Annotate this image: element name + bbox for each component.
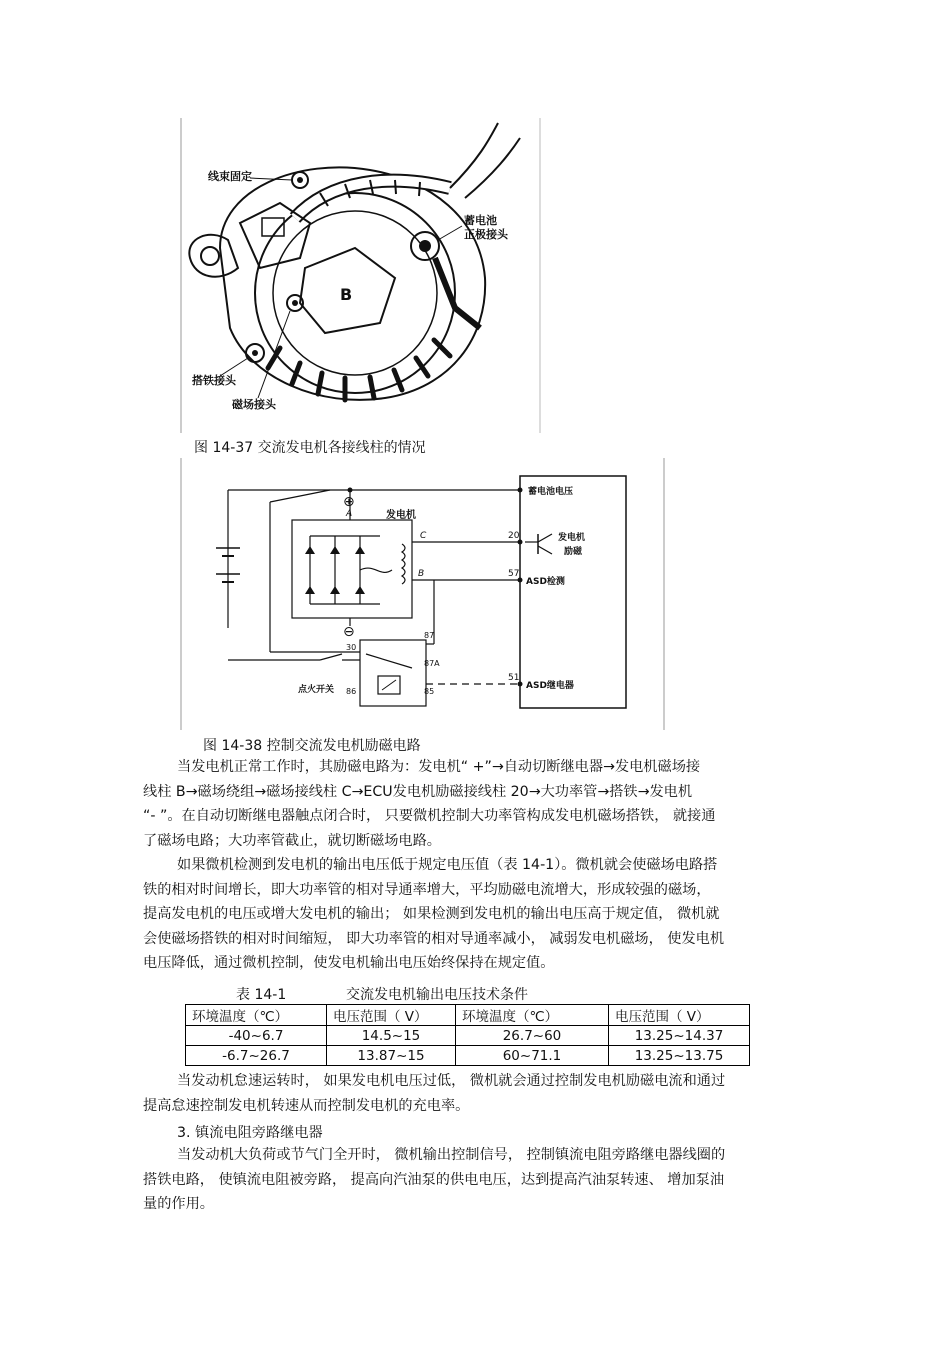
pin-30-label: 30 xyxy=(346,643,357,652)
para2-line4: 会使磁场搭铁的相对时间缩短， 即大功率管的相对导通率减小， 减弱发电机磁场， 使发电机 xyxy=(143,930,725,947)
pin-86-label: 86 xyxy=(346,687,357,696)
table-cell: -40~6.7 xyxy=(186,1026,327,1046)
table-title: 交流发电机输出电压技术条件 xyxy=(346,987,528,1003)
pin-57-label: 57 xyxy=(508,569,520,579)
paragraph-voltage-control xyxy=(143,853,808,976)
para1-line2: 线柱 B→磁场绕组→磁场接线柱 C→ECU发电机励磁接线柱 20→大功率管→搭铁→发电机 xyxy=(143,783,693,800)
terminal-a-label: A xyxy=(346,509,353,519)
section3-line1: 当发动机大负荷或节气门全开时， 微机输出控制信号， 控制镇流电阻旁路继电器线圈的 xyxy=(177,1147,726,1163)
table-row xyxy=(186,1046,750,1066)
para2-line2: 铁的相对时间增长，即大功率管的相对导通率增大，平均励磁电流增大，形成较强的磁场， xyxy=(143,881,711,898)
pin-87a-label: 87A xyxy=(424,659,440,668)
pin-87-label: 87 xyxy=(424,631,435,640)
table-caption xyxy=(236,984,528,1004)
pin-20-label: 20 xyxy=(508,531,520,541)
para1-line1: 当发电机正常工作时，其励磁电路为：发电机“ +”→自动切断继电器→发电机磁场接 xyxy=(177,759,701,775)
para3-line1: 当发动机怠速运转时， 如果发电机电压过低， 微机就会通过控制发电机励磁电流和通过 xyxy=(177,1073,726,1089)
asd-detect-label: ASD检测 xyxy=(526,577,565,587)
gen-excite-label-1: 发电机 xyxy=(558,533,586,543)
figure-alternator xyxy=(180,118,542,433)
circuit-diagram xyxy=(180,458,666,730)
table-cell: -6.7~26.7 xyxy=(186,1046,327,1066)
paragraph-excitation-circuit xyxy=(143,755,808,853)
label-harness: 线束固定 xyxy=(208,170,252,183)
para2-line3: 提高发电机的电压或增大发电机的输出； 如果检测到发电机的输出电压高于规定值， 微机就 xyxy=(143,906,720,922)
table-cell: 26.7~60 xyxy=(456,1026,609,1046)
ignition-switch-label: 点火开关 xyxy=(298,685,335,695)
figure-circuit xyxy=(180,458,666,730)
pin-85-label: 85 xyxy=(424,687,435,696)
table-header-row xyxy=(186,1005,750,1026)
asd-relay-label: ASD继电器 xyxy=(526,681,574,691)
para1-line3: “- ”。在自动切断继电器触点闭合时， 只要微机控制大功率管构成发电机磁场搭铁， 就接通 xyxy=(143,808,716,824)
pin-51-label: 51 xyxy=(508,673,520,683)
table-cell: 14.5~15 xyxy=(327,1026,456,1046)
section3-line2: 搭铁电路， 使镇流电阻被旁路， 提高向汽油泵的供电电压，达到提高汽油泵转速、 增加泵油 xyxy=(143,1171,725,1188)
terminal-c-label: C xyxy=(420,531,427,541)
paragraph-ballast-relay xyxy=(143,1143,808,1217)
gen-excite-label-2: 励磁 xyxy=(564,547,583,557)
figure2-caption: 图 14-38 控制交流发电机励磁电路 xyxy=(203,738,421,754)
label-ground: 搭铁接头 xyxy=(192,374,236,387)
table-row xyxy=(186,1026,750,1046)
para2-line5: 电压降低，通过微机控制，使发电机输出电压始终保持在规定值。 xyxy=(143,955,555,971)
paragraph-idle-control xyxy=(143,1069,808,1118)
label-battery-1: 蓄电池 xyxy=(464,214,497,227)
para2-line1: 如果微机检测到发电机的输出电压低于规定电压值（表 14-1）。微机就会使磁场电路搭 xyxy=(177,857,718,873)
section3-line3: 量的作用。 xyxy=(143,1196,214,1212)
para1-line4: 了磁场电路；大功率管截止，就切断磁场电路。 xyxy=(143,832,441,849)
table-number: 表 14-1 xyxy=(236,987,287,1003)
table-header-cell: 电压范围（ V） xyxy=(327,1005,456,1026)
terminal-b-label: B xyxy=(418,569,425,579)
battery-voltage-label: 蓄电池电压 xyxy=(528,487,574,497)
table-header-cell: 电压范围（ V） xyxy=(609,1005,750,1026)
table-header-cell: 环境温度（℃） xyxy=(456,1005,609,1026)
alternator-drawing xyxy=(180,118,542,433)
table-header-cell: 环境温度（℃） xyxy=(186,1005,327,1026)
generator-label: 发电机 xyxy=(386,510,416,521)
plus-label: ⊕ xyxy=(343,494,355,510)
section-heading: 3. 镇流电阻旁路继电器 xyxy=(177,1125,323,1141)
table-cell: 13.87~15 xyxy=(327,1046,456,1066)
table-cell: 13.25~13.75 xyxy=(609,1046,750,1066)
minus-label: ⊖ xyxy=(343,624,355,640)
label-battery-2: 正极接头 xyxy=(464,228,508,241)
label-field: 磁场接头 xyxy=(232,398,276,411)
para3-line2: 提高怠速控制发电机转速从而控制发电机的充电率。 xyxy=(143,1097,470,1114)
table-cell: 13.25~14.37 xyxy=(609,1026,750,1046)
figure1-caption: 图 14-37 交流发电机各接线柱的情况 xyxy=(194,440,426,456)
svg-text:B: B xyxy=(340,285,353,304)
voltage-spec-table xyxy=(185,1004,750,1066)
table-cell: 60~71.1 xyxy=(456,1046,609,1066)
